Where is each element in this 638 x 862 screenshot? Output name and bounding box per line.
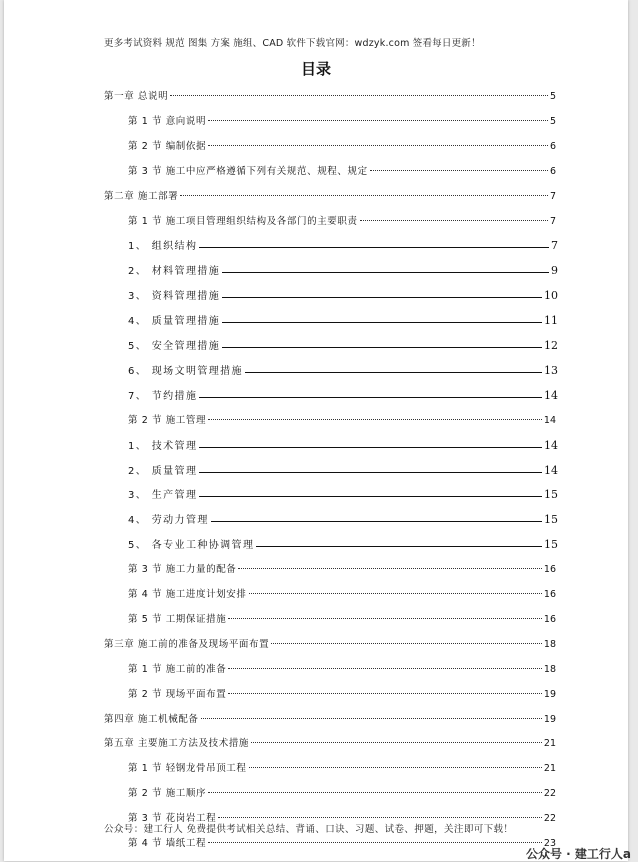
- toc-leader-dots: [360, 220, 548, 221]
- toc-entry-page: 14: [544, 438, 558, 452]
- toc-entry-page: 21: [543, 763, 556, 775]
- toc-leader-dots: [249, 593, 542, 594]
- toc-leader-dots: [245, 372, 542, 373]
- toc-entry-page: 14: [544, 463, 558, 477]
- toc-entry[interactable]: [104, 637, 556, 653]
- toc-entry-label: 第三章 施工前的准备及现场平面布置: [104, 638, 270, 650]
- toc-entry[interactable]: [128, 587, 556, 603]
- toc-entry[interactable]: [128, 263, 558, 279]
- toc-entry-label: 第 3 节 施工中应严格遵循下列有关规范、规程、规定: [128, 165, 368, 177]
- toc-entry-label: 第 2 节 施工顺序: [128, 788, 207, 800]
- toc-entry-label: 第 2 节 现场平面布置: [128, 688, 227, 700]
- toc-title: 目录: [300, 60, 331, 78]
- toc-entry-page: 16: [543, 613, 556, 625]
- toc-entry-page: 13: [544, 363, 558, 377]
- toc-entry-page: 16: [543, 589, 556, 600]
- toc-entry[interactable]: [128, 164, 556, 180]
- toc-entry-label: 第 3 节 花岗岩工程: [128, 813, 217, 825]
- toc-entry[interactable]: [128, 537, 558, 553]
- toc-entry-page: 11: [544, 314, 558, 328]
- toc-entry-page: 16: [543, 564, 556, 576]
- toc-entry-page: 22: [543, 788, 556, 800]
- toc-entry-page: 7: [549, 215, 556, 227]
- toc-leader-dots: [228, 618, 542, 619]
- toc-leader-dots: [208, 120, 548, 121]
- toc-entry[interactable]: [128, 363, 558, 379]
- toc-leader-dots: [180, 195, 548, 196]
- toc-entry[interactable]: [128, 338, 558, 354]
- toc-entry[interactable]: [128, 288, 558, 304]
- toc-entry-page: 5: [549, 115, 556, 127]
- toc-leader-dots: [208, 842, 542, 843]
- toc-entry-page: 12: [544, 339, 558, 352]
- toc-entry-label: 第 1 节 施工前的准备: [128, 663, 227, 675]
- toc-entry-label: 3、 生产管理: [128, 490, 198, 502]
- toc-entry-label: 第 5 节 工期保证措施: [128, 613, 227, 625]
- toc-leader-dots: [228, 693, 542, 694]
- toc-entry[interactable]: [128, 139, 556, 155]
- toc-leader-dots: [199, 472, 542, 473]
- toc-leader-dots: [208, 419, 542, 420]
- toc-entry-page: 10: [544, 289, 558, 303]
- toc-entry-label: 第 4 节 墙纸工程: [128, 838, 207, 849]
- toc-leader-dots: [208, 145, 548, 146]
- toc-entry[interactable]: [128, 612, 556, 628]
- toc-entry-page: 19: [543, 688, 556, 700]
- toc-entry-label: 第 2 节 编制依据: [128, 140, 207, 152]
- toc-entry-label: 第 2 节 施工管理: [128, 414, 207, 426]
- toc-leader-dots: [199, 397, 542, 398]
- toc-entry-page: 5: [549, 91, 556, 102]
- toc-entry-label: 3、 资料管理措施: [128, 291, 221, 303]
- toc-entry[interactable]: [128, 313, 558, 329]
- toc-leader-dots: [370, 170, 548, 171]
- toc-entry-label: 2、 材料管理措施: [128, 266, 221, 278]
- toc-entry-label: 第五章 主要施工方法及技术措施: [104, 738, 250, 750]
- toc-entry-page: 19: [543, 713, 556, 725]
- toc-entry[interactable]: [128, 114, 556, 130]
- toc-entry-label: 第四章 施工机械配备: [104, 713, 199, 725]
- toc-entry[interactable]: [128, 786, 556, 802]
- toc-entry-label: 第二章 施工部署: [104, 190, 179, 202]
- toc-leader-dots: [222, 272, 549, 273]
- toc-entry-label: 4、 质量管理措施: [128, 316, 221, 328]
- toc-entry-page: 6: [549, 140, 556, 152]
- toc-entry[interactable]: [128, 487, 558, 503]
- toc-entry[interactable]: [104, 89, 556, 105]
- toc-leader-dots: [228, 668, 542, 669]
- header-note: 更多考试资料 规范 图集 方案 施组、CAD 软件下载官网：wdzyk.com 签看每日更新！: [104, 38, 481, 49]
- toc-entry-label: 第 4 节 施工进度计划安排: [128, 589, 247, 600]
- toc-leader-dots: [218, 817, 542, 818]
- toc-entry-page: 15: [544, 513, 558, 527]
- toc-entry-label: 第 1 节 轻钢龙骨吊顶工程: [128, 763, 247, 775]
- toc-leader-dots: [249, 767, 542, 768]
- toc-entry[interactable]: [104, 189, 556, 205]
- toc-entry-page: 22: [543, 813, 556, 825]
- toc-entry-label: 6、 现场文明管理措施: [128, 365, 243, 377]
- toc-leader-dots: [199, 447, 542, 448]
- toc-entry-page: 14: [544, 388, 558, 402]
- toc-entry[interactable]: [128, 836, 556, 852]
- toc-leader-dots: [199, 247, 549, 248]
- toc-entry[interactable]: [128, 463, 558, 479]
- toc-entry-label: 第一章 总说明: [104, 91, 169, 102]
- toc-entry[interactable]: [128, 238, 558, 254]
- toc-entry-label: 第 1 节 意向说明: [128, 115, 207, 127]
- toc-entry-label: 2、 质量管理: [128, 465, 198, 477]
- toc-leader-dots: [208, 792, 542, 793]
- document-page: [4, 0, 628, 861]
- toc-leader-dots: [222, 322, 542, 323]
- toc-leader-dots: [199, 496, 542, 497]
- toc-leader-dots: [222, 347, 542, 348]
- toc-entry[interactable]: [128, 388, 558, 404]
- toc-entry-page: 6: [549, 165, 556, 177]
- toc-entry-label: 5、 各专业工种协调管理: [128, 540, 255, 552]
- toc-entry[interactable]: [128, 761, 556, 777]
- toc-leader-dots: [201, 718, 542, 719]
- toc-entry[interactable]: [128, 214, 556, 230]
- toc-entry[interactable]: [128, 562, 556, 578]
- toc-entry[interactable]: [104, 736, 556, 752]
- toc-entry-label: 1、 技术管理: [128, 440, 198, 452]
- toc-entry[interactable]: [128, 512, 558, 528]
- toc-leader-dots: [271, 643, 542, 644]
- table-of-contents: [4, 0, 628, 861]
- toc-entry-label: 4、 劳动力管理: [128, 515, 209, 527]
- toc-entry[interactable]: [128, 662, 556, 678]
- toc-entry-page: 7: [551, 239, 558, 253]
- toc-entry-label: 1、 组织结构: [128, 241, 198, 253]
- toc-entry-page: 15: [544, 488, 558, 502]
- toc-entry-page: 9: [551, 264, 558, 278]
- toc-entry-page: 7: [549, 190, 556, 202]
- toc-leader-dots: [222, 297, 542, 298]
- toc-entry[interactable]: [128, 413, 556, 429]
- footer-note: 公众号：建工行人 免费提供考试相关总结、背诵、口诀、习题、试卷、押题，关注即可下载！: [104, 824, 514, 835]
- toc-entry[interactable]: [128, 438, 558, 454]
- toc-entry-label: 7、 节约措施: [128, 390, 198, 402]
- toc-entry[interactable]: [128, 687, 556, 703]
- toc-entry-page: 23: [543, 838, 556, 849]
- toc-leader-dots: [170, 95, 548, 96]
- toc-entry-page: 15: [544, 538, 558, 552]
- toc-entry-label: 第 3 节 施工力量的配备: [128, 564, 237, 576]
- toc-leader-dots: [211, 521, 542, 522]
- toc-entry-label: 第 1 节 施工项目管理组织结构及各部门的主要职责: [128, 215, 358, 227]
- toc-entry-page: 14: [543, 414, 556, 426]
- toc-entry-label: 5、 安全管理措施: [128, 341, 221, 352]
- watermark: 公众号 · 建工行人a: [526, 847, 632, 861]
- toc-entry-page: 21: [543, 738, 556, 750]
- toc-entry-page: 18: [543, 663, 556, 675]
- toc-leader-dots: [251, 742, 542, 743]
- toc-entry[interactable]: [104, 712, 556, 728]
- toc-leader-dots: [238, 568, 542, 569]
- toc-leader-dots: [256, 546, 542, 547]
- toc-entry-page: 18: [543, 638, 556, 650]
